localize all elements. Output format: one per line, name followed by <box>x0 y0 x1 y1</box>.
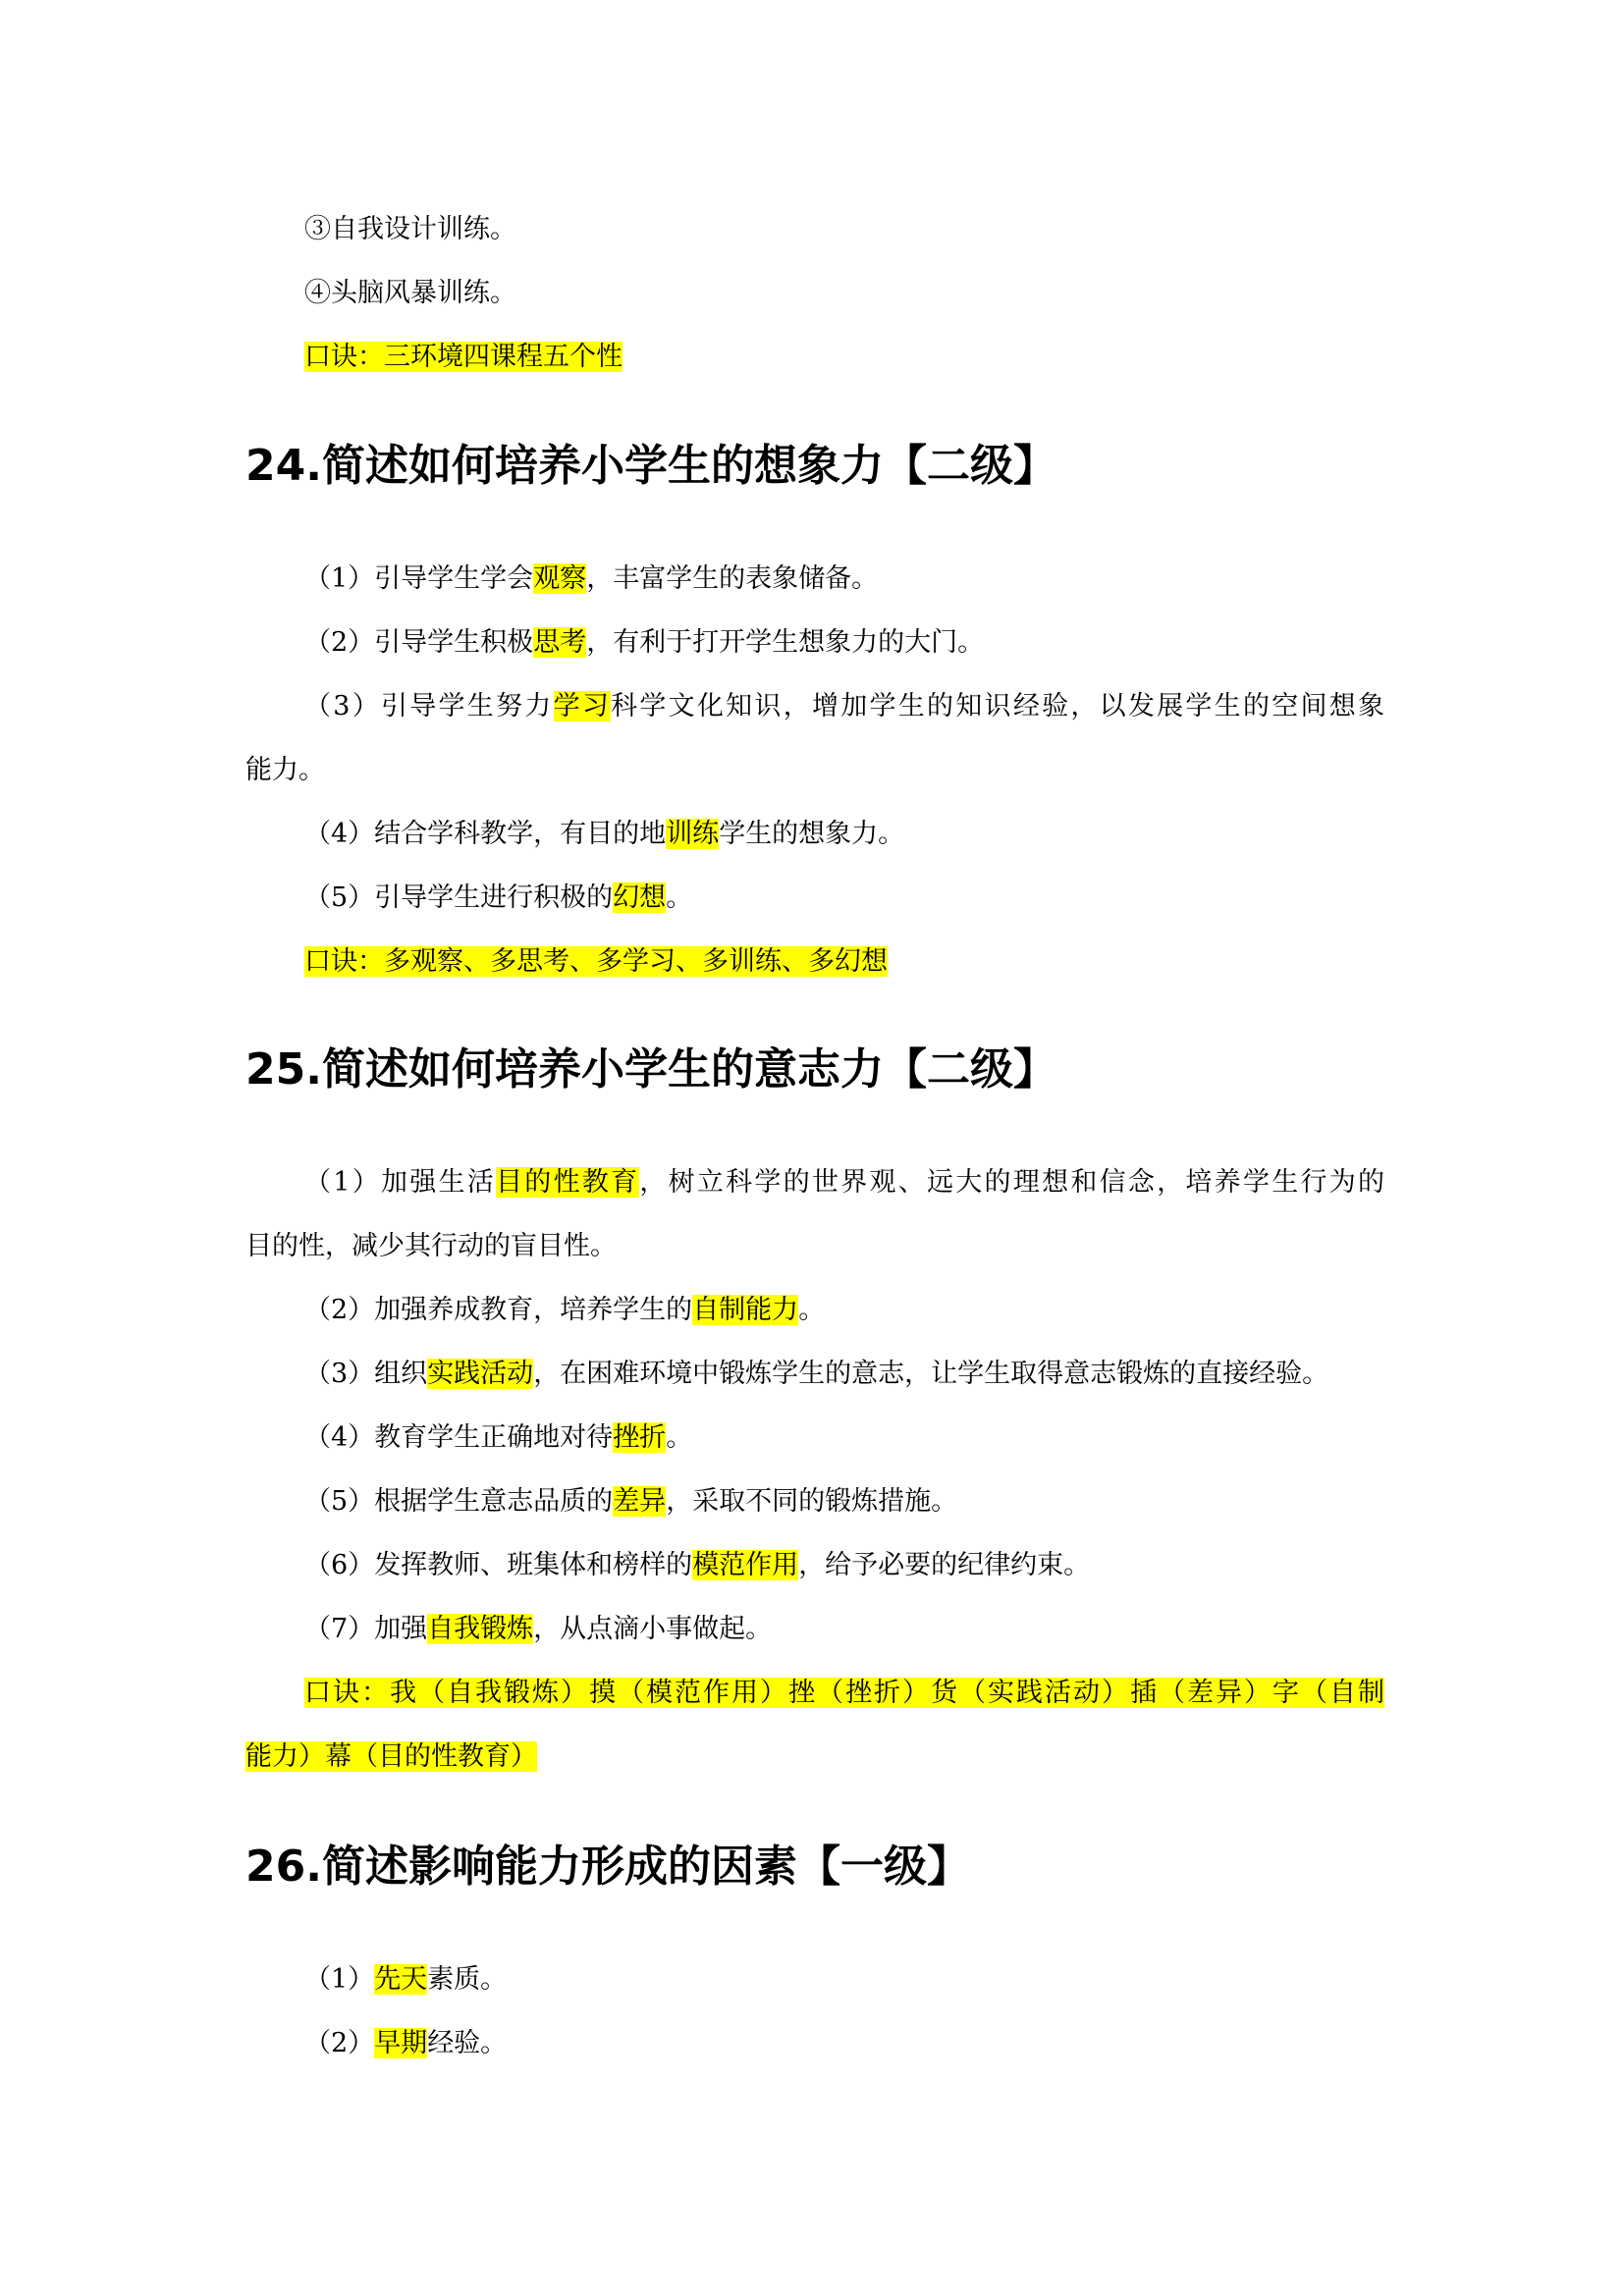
item-suffix: ，树立科学的世界观、远大的理想和信念，培养学生行为的 <box>639 1167 1385 1198</box>
keyword-highlight: 观察 <box>533 563 587 594</box>
item-suffix: 。 <box>666 882 693 913</box>
keyword-highlight: 先天 <box>374 1964 428 1995</box>
section-heading: 26.简述影响能力形成的因素【一级】 <box>245 1842 970 1892</box>
item-prefix: （3）引导学生努力 <box>304 691 554 721</box>
item-prefix: （5）根据学生意志品质的 <box>304 1486 614 1517</box>
mnemonic-text: 口诀：多观察、多思考、多学习、多训练、多幻想 <box>304 946 888 977</box>
keyword-highlight: 目的性教育 <box>496 1167 640 1198</box>
list-item: ③自我设计训练。 <box>304 214 516 244</box>
list-item <box>304 687 1384 726</box>
item-suffix: 。 <box>798 1295 826 1325</box>
keyword-highlight: 训练 <box>666 819 720 849</box>
list-item <box>304 1163 1384 1202</box>
list-item <box>304 1610 772 1649</box>
item-suffix: ，从点滴小事做起。 <box>533 1614 773 1644</box>
mnemonic <box>304 942 888 982</box>
keyword-highlight: 挫折 <box>613 1422 667 1453</box>
item-suffix: ，有利于打开学生想象力的大门。 <box>586 627 985 658</box>
item-prefix: （1）引导学生学会 <box>304 563 534 594</box>
list-item-continuation: 目的性，减少其行动的盲目性。 <box>245 1231 617 1261</box>
list-item-continuation: 能力。 <box>245 755 325 785</box>
item-prefix: （1） <box>304 1964 375 1995</box>
list-item <box>304 1291 825 1330</box>
item-prefix: （4）教育学生正确地对待 <box>304 1422 614 1453</box>
item-prefix: （2）加强养成教育，培养学生的 <box>304 1295 693 1325</box>
list-item <box>304 2024 507 2063</box>
item-prefix: （3）组织 <box>304 1359 428 1389</box>
item-prefix: （2） <box>304 2028 375 2058</box>
list-item <box>304 879 692 918</box>
keyword-highlight: 自我锻炼 <box>427 1614 534 1644</box>
item-suffix: 。 <box>666 1422 693 1453</box>
item-prefix: （6）发挥教师、班集体和榜样的 <box>304 1550 693 1580</box>
item-suffix: 科学文化知识，增加学生的知识经验，以发展学生的空间想象 <box>611 691 1385 721</box>
item-prefix: （1）加强生活 <box>304 1167 497 1198</box>
keyword-highlight: 幻想 <box>613 882 667 913</box>
list-item <box>304 1482 957 1522</box>
list-item <box>304 1960 507 2000</box>
item-suffix: 素质。 <box>427 1964 508 1995</box>
item-prefix: （2）引导学生积极 <box>304 627 534 658</box>
keyword-highlight: 早期 <box>374 2028 428 2058</box>
mnemonic-continuation <box>245 1737 537 1777</box>
keyword-highlight: 模范作用 <box>692 1550 799 1580</box>
item-prefix: （4）结合学科教学，有目的地 <box>304 819 667 849</box>
mnemonic-text: 能力）幕（目的性教育） <box>245 1741 537 1772</box>
item-prefix: （7）加强 <box>304 1614 428 1644</box>
mnemonic-text: 口诀：我（自我锻炼）摸（模范作用）挫（挫折）货（实践活动）插（差异）字（自制 <box>304 1678 1384 1708</box>
item-suffix: ，丰富学生的表象储备。 <box>586 563 879 594</box>
list-item: ④头脑风暴训练。 <box>304 278 516 308</box>
keyword-highlight: 学习 <box>553 691 612 721</box>
item-prefix: （5）引导学生进行积极的 <box>304 882 614 913</box>
list-item <box>304 623 984 663</box>
item-suffix: ，给予必要的纪律约束。 <box>798 1550 1091 1580</box>
list-item <box>304 1355 1328 1394</box>
item-suffix: ，采取不同的锻炼措施。 <box>666 1486 958 1517</box>
item-suffix: ，在困难环境中锻炼学生的意志，让学生取得意志锻炼的直接经验。 <box>533 1359 1329 1389</box>
list-item <box>304 560 878 599</box>
list-item <box>304 815 904 854</box>
list-item <box>304 1546 1090 1585</box>
mnemonic <box>304 338 623 377</box>
item-suffix: 学生的想象力。 <box>719 819 905 849</box>
mnemonic <box>304 1674 1384 1713</box>
mnemonic-text: 口诀：三环境四课程五个性 <box>304 342 623 372</box>
section-heading: 24.简述如何培养小学生的想象力【二级】 <box>245 441 1056 491</box>
keyword-highlight: 自制能力 <box>692 1295 799 1325</box>
keyword-highlight: 思考 <box>533 627 587 658</box>
item-suffix: 经验。 <box>427 2028 508 2058</box>
keyword-highlight: 实践活动 <box>427 1359 534 1389</box>
keyword-highlight: 差异 <box>613 1486 667 1517</box>
list-item <box>304 1418 692 1458</box>
section-heading: 25.简述如何培养小学生的意志力【二级】 <box>245 1044 1056 1095</box>
